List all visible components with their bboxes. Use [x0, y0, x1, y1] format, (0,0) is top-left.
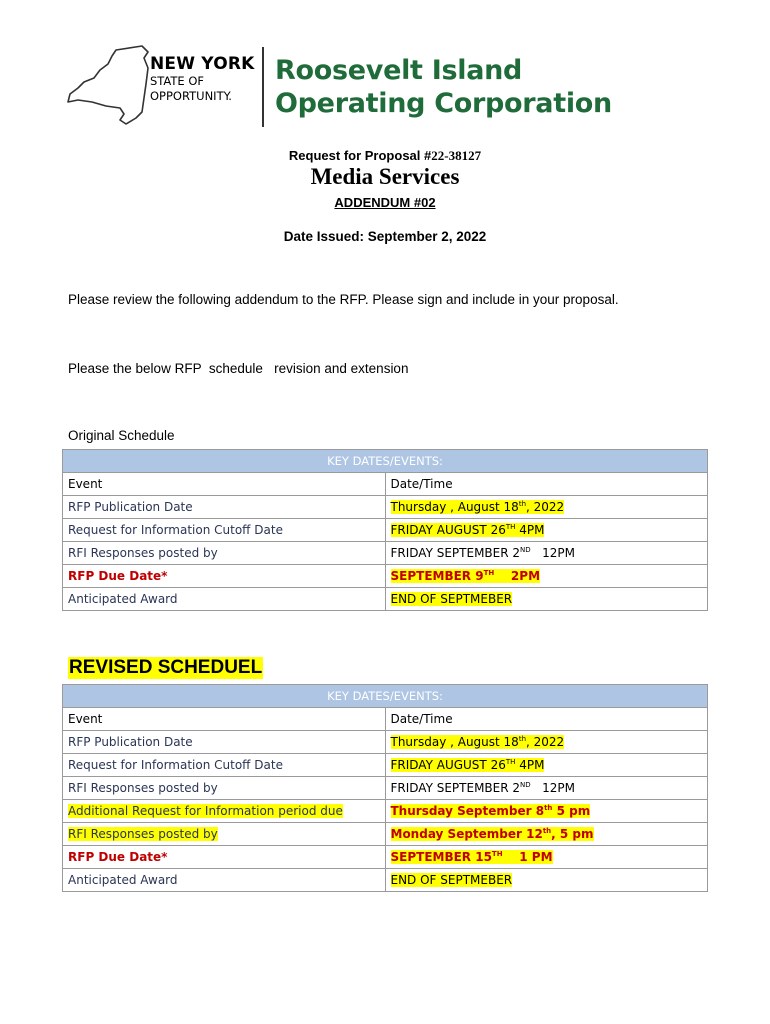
event-cell: Additional Request for Information period due	[63, 800, 386, 823]
ny-state-wordmark	[150, 56, 255, 103]
table-header: KEY DATES/EVENTS:	[63, 685, 708, 708]
rfp-number-line	[0, 148, 770, 164]
event-cell: RFI Responses posted by	[63, 542, 386, 565]
table-row	[63, 519, 708, 542]
date-cell: Thursday September 8th 5 pm	[385, 800, 708, 823]
table-row	[63, 754, 708, 777]
event-cell: Anticipated Award	[63, 588, 386, 611]
date-cell: Thursday , August 18th, 2022	[385, 731, 708, 754]
column-header-date: Date/Time	[385, 473, 708, 496]
table-row	[63, 823, 708, 846]
table-row	[63, 846, 708, 869]
revision-paragraph: Please the below RFP schedule revision and extension	[68, 361, 409, 376]
org-line2: Operating Corporation	[275, 88, 612, 119]
date-cell: END OF SEPTMEBER	[385, 869, 708, 892]
event-cell: RFI Responses posted by	[63, 777, 386, 800]
table-header: KEY DATES/EVENTS:	[63, 450, 708, 473]
event-cell: RFI Responses posted by	[63, 823, 386, 846]
column-header-date: Date/Time	[385, 708, 708, 731]
table-row	[63, 800, 708, 823]
event-cell: Request for Information Cutoff Date	[63, 754, 386, 777]
table-row	[63, 588, 708, 611]
date-cell: FRIDAY AUGUST 26TH 4PM	[385, 754, 708, 777]
instruction-paragraph: Please review the following addendum to the RFP. Please sign and include in your proposal.	[68, 292, 619, 307]
original-schedule-label: Original Schedule	[68, 428, 175, 443]
ny-line3: OPPORTUNITY.	[150, 89, 232, 103]
table-row	[63, 565, 708, 588]
table-row	[63, 542, 708, 565]
event-cell: RFP Publication Date	[63, 496, 386, 519]
ny-line1: NEW YORK	[150, 54, 255, 74]
date-cell: END OF SEPTMEBER	[385, 588, 708, 611]
column-header-event: Event	[63, 473, 386, 496]
event-cell: RFP Due Date*	[63, 846, 386, 869]
event-cell: Anticipated Award	[63, 869, 386, 892]
original-schedule-table	[62, 449, 708, 611]
table-row	[63, 731, 708, 754]
event-cell: RFP Due Date*	[63, 565, 386, 588]
revised-schedule-table	[62, 684, 708, 892]
event-cell: RFP Publication Date	[63, 731, 386, 754]
table-row	[63, 777, 708, 800]
event-cell: Request for Information Cutoff Date	[63, 519, 386, 542]
organization-name	[275, 54, 612, 120]
rfp-number: 22-38127	[431, 148, 482, 163]
rfp-prefix: Request for Proposal #	[288, 148, 432, 163]
date-issued: Date Issued: September 2, 2022	[283, 229, 487, 244]
revised-schedule-label: REVISED SCHEDUEL	[69, 657, 263, 678]
logo-divider	[262, 47, 264, 127]
date-cell: FRIDAY SEPTEMBER 2ND 12PM	[385, 542, 708, 565]
table-row	[63, 496, 708, 519]
date-cell: Monday September 12th, 5 pm	[385, 823, 708, 846]
ny-line2: STATE OF	[150, 74, 205, 88]
table-row	[63, 869, 708, 892]
date-cell: Thursday , August 18th, 2022	[385, 496, 708, 519]
document-title: Media Services	[310, 164, 460, 189]
date-cell: FRIDAY AUGUST 26TH 4PM	[385, 519, 708, 542]
addendum-label: ADDENDUM #02	[334, 195, 436, 210]
date-cell: SEPTEMBER 15TH 1 PM	[385, 846, 708, 869]
column-header-event: Event	[63, 708, 386, 731]
date-cell: SEPTEMBER 9TH 2PM	[385, 565, 708, 588]
org-line1: Roosevelt Island	[275, 55, 523, 86]
date-cell: FRIDAY SEPTEMBER 2ND 12PM	[385, 777, 708, 800]
